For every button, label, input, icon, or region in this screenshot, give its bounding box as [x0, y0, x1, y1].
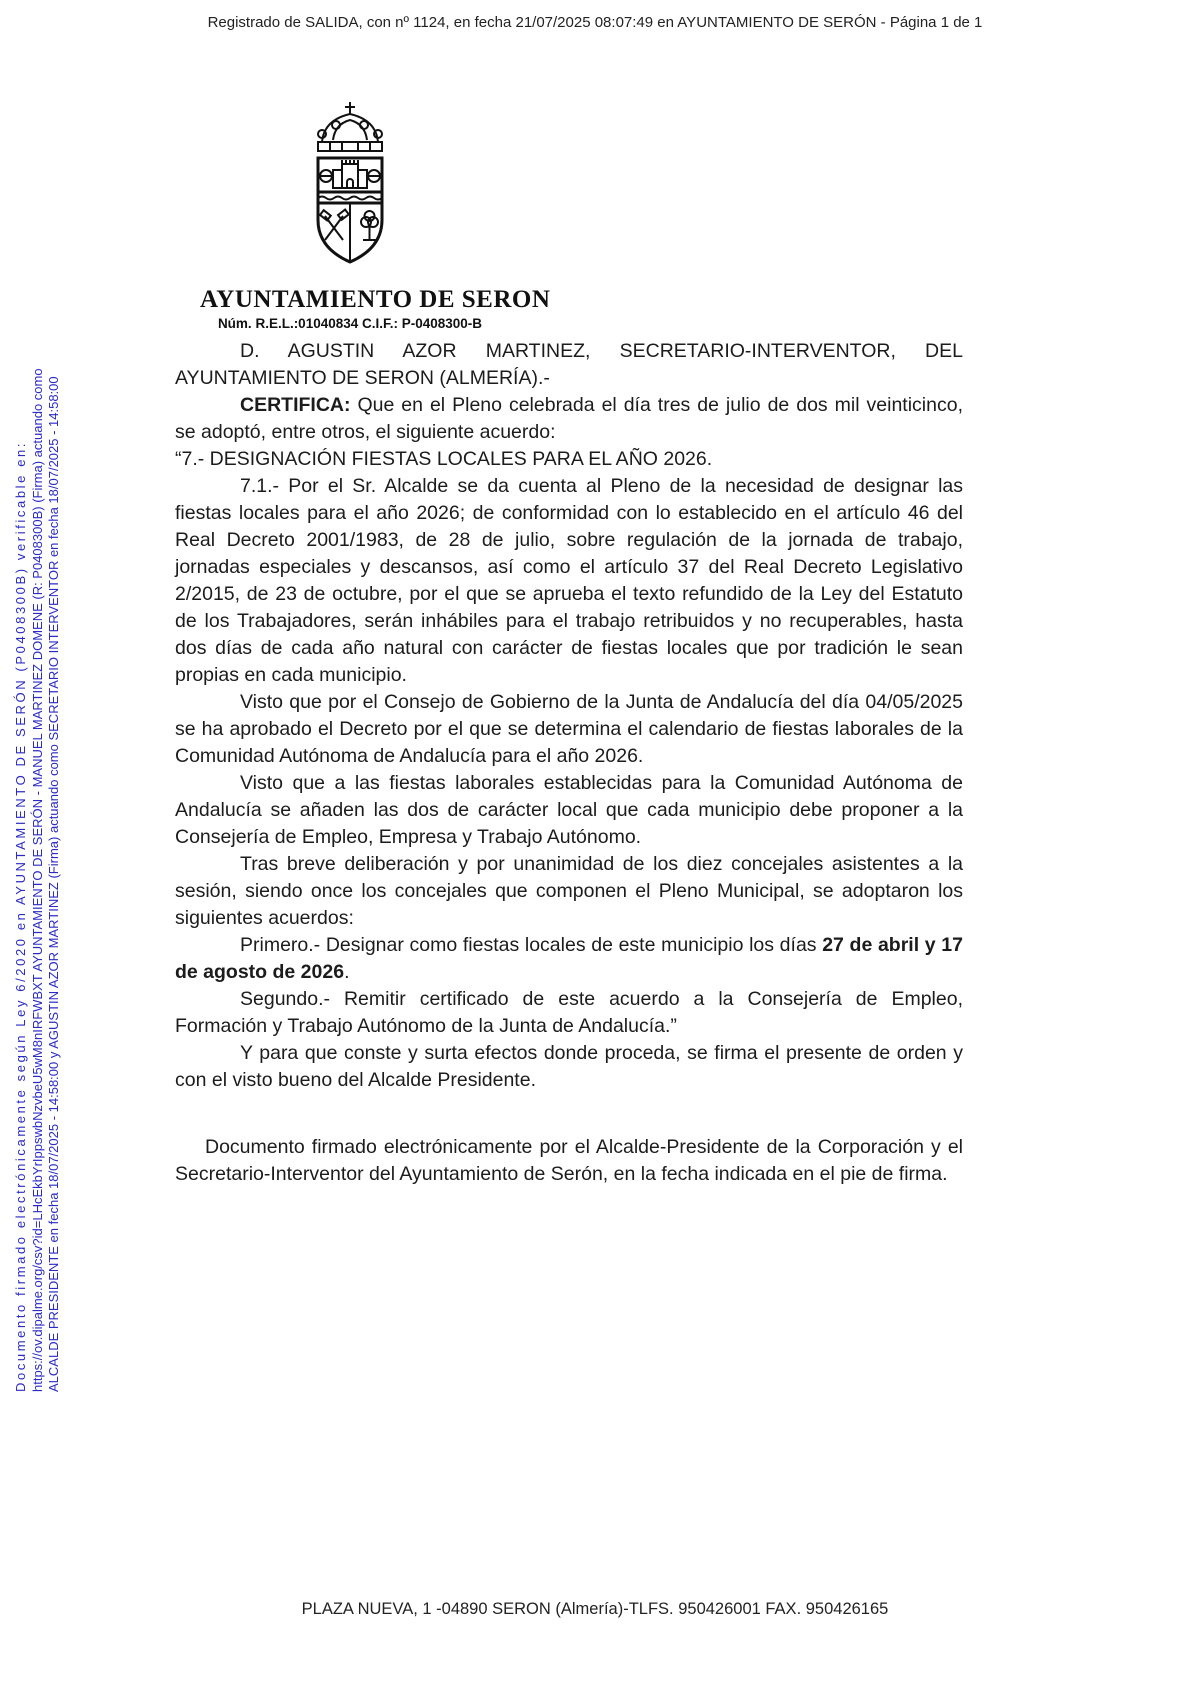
fiestas-dates: 27 de abril y 17 de agosto de 2026	[175, 934, 963, 983]
certifica-label: CERTIFICA:	[240, 394, 351, 416]
sidebar-line-1: Documento firmado electrónicamente según Ley 6/2020 en AYUNTAMIENTO DE SERÓN (P0408300B) verificable en:	[13, 440, 28, 1392]
document-header	[200, 100, 551, 331]
certifica-text: Que en el Pleno celebrada el día tres de julio de dos mil veinticinco, se adoptó, entre otros, el siguiente acuerdo:	[175, 394, 963, 443]
paragraph-deliberacion: Tras breve deliberación y por unanimidad de los diez concejales asistentes a la sesión, siendo once los concejales que componen el Pleno Municipal, se adoptaron los siguientes acuerdos:	[175, 853, 963, 929]
org-name: AYUNTAMIENTO DE SERON	[200, 286, 551, 313]
certificate-body	[175, 338, 963, 1188]
footer-address: PLAZA NUEVA, 1 -04890 SERON (Almería)-TLFS. 950426001 FAX. 950426165	[301, 1600, 889, 1618]
sidebar-verification-text	[13, 206, 63, 1392]
org-registry-ids: Núm. R.E.L.:01040834 C.I.F.: P-0408300-B	[217, 316, 483, 331]
sidebar-line-2-verification-url: https://ov.dipalme.org/csv?id=LHcEkbYrIppswbNzvbeU5wM8nIRFWBXT AYUNTAMIENTO DE SERÓN - MANUEL MARTINEZ DOMENE (R: P0408300B) (Firma) actuando como	[29, 368, 45, 1392]
seron-coat-of-arms-icon	[285, 100, 415, 278]
paragraph-visto-2: Visto que a las fiestas laborales establecidas para la Comunidad Autónoma de Andalucía se añaden las dos de carácter local que cada municipio debe proponer a la Consejería de Empleo, Empresa y Trabajo Autónomo.	[175, 772, 963, 848]
paragraph-primero	[175, 932, 963, 986]
paragraph-cierre: Y para que conste y surta efectos donde proceda, se firma el presente de orden y con el visto bueno del Alcalde Presidente.	[175, 1042, 963, 1091]
paragraph-agreement-title: “7.- DESIGNACIÓN FIESTAS LOCALES PARA EL AÑO 2026.	[175, 448, 713, 470]
intro-text: D. AGUSTIN AZOR MARTINEZ, SECRETARIO-INTERVENTOR, DEL AYUNTAMIENTO DE SERON (ALMERÍA).-	[175, 340, 963, 389]
paragraph-visto-1: Visto que por el Consejo de Gobierno de la Junta de Andalucía del día 04/05/2025 se ha aprobado el Decreto por el que se determina el calendario de fiestas laborales de la Comunidad Autónoma de Andalucía para el año 2026.	[175, 691, 963, 767]
paragraph-intro	[175, 338, 963, 392]
primero-text: Primero.- Designar como fiestas locales de este municipio los días	[240, 934, 823, 956]
sidebar-line-3: ALCALDE PRESIDENTE en fecha 18/07/2025 - 14:58:00 y AGUSTIN AZOR MARTINEZ (Firma) actuando como SECRETARIO INTERVENTOR en fecha 18/07/2025 - 14:58:00	[46, 376, 61, 1392]
paragraph-segundo: Segundo.- Remitir certificado de este acuerdo a la Consejería de Empleo, Formación y Trabajo Autónomo de la Junta de Andalucía.”	[175, 988, 963, 1037]
paragraph-certifica	[175, 392, 963, 446]
primero-period: .	[344, 961, 350, 983]
registration-stamp-line: Registrado de SALIDA, con nº 1124, en fecha 21/07/2025 08:07:49 en AYUNTAMIENTO DE SERÓN - Página 1 de 1	[207, 14, 983, 31]
paragraph-7-1: 7.1.- Por el Sr. Alcalde se da cuenta al Pleno de la necesidad de designar las fiestas locales para el año 2026; de conformidad con lo establecido en el artículo 46 del Real Decreto 2001/1983, de 28 de julio, sobre regulación de la jornada de trabajo, jornadas especiales y descansos, así como el artículo 37 del Real Decreto Legislativo 2/2015, de 23 de octubre, por el que se aprueba el texto refundido de la Ley del Estatuto de los Trabajadores, serán inhábiles para el trabajo retribuidos y no recuperables, hasta dos días de cada año natural con carácter de fiestas locales que por tradición le sean propias en cada municipio.	[175, 475, 963, 686]
signature-note: Documento firmado electrónicamente por el Alcalde-Presidente de la Corporación y el Secretario-Interventor del Ayuntamiento de Serón, en la fecha indicada en el pie de firma.	[175, 1136, 963, 1185]
